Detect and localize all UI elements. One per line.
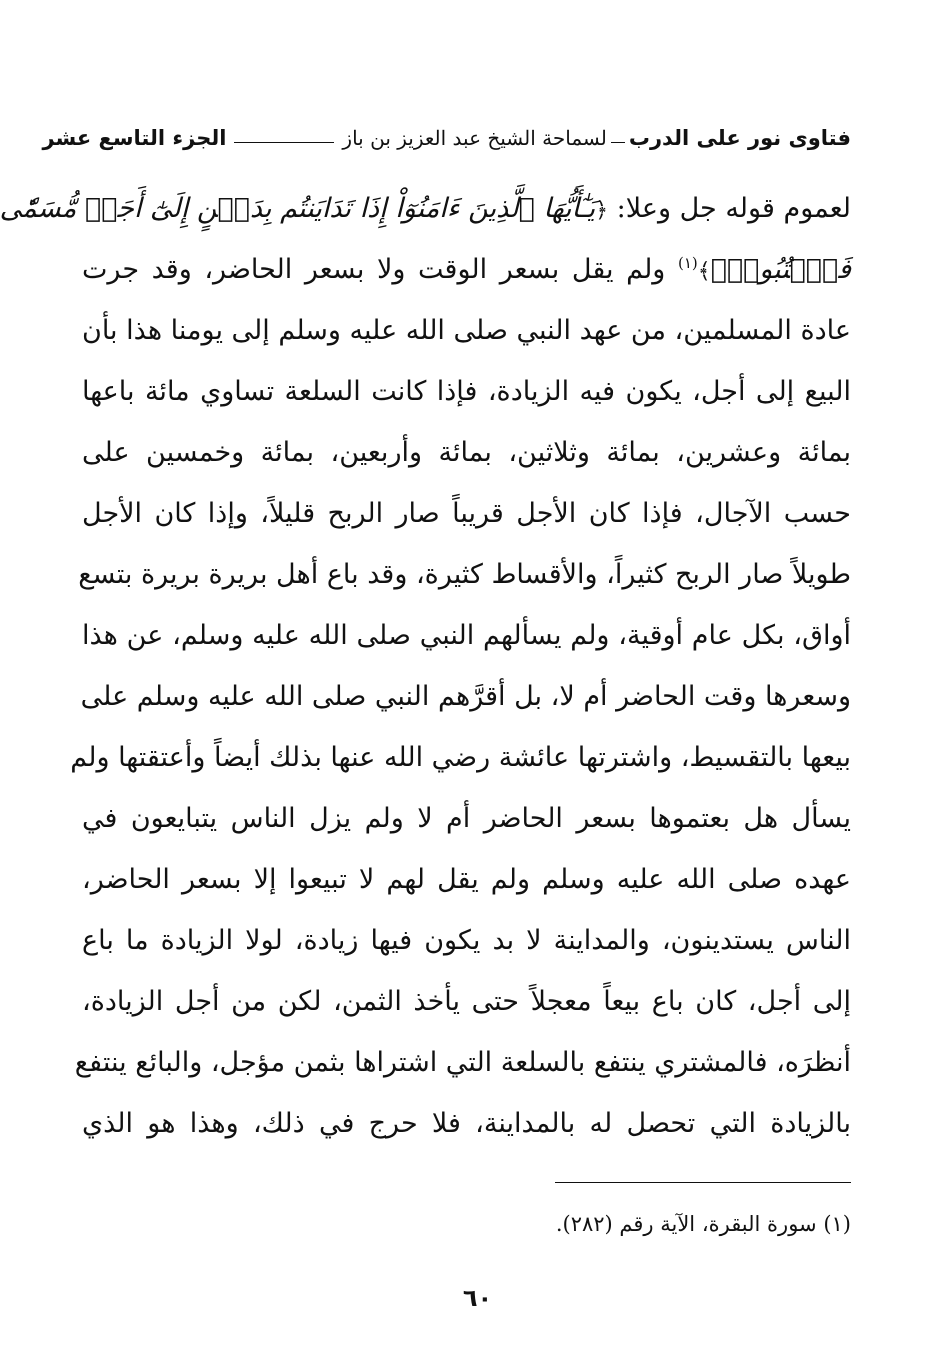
quran-bracket-close: ﴾ [697,259,711,284]
text-line: أنظرَه، فالمشتري ينتفع بالسلعة التي اشتراها بثمن مؤجل، والبائع ينتفع [74,1047,851,1078]
text-line: عهده صلى الله عليه وسلم ولم يقل لهم لا تبيعوا إلا بسعر الحاضر، [82,864,851,895]
text-line: بمائة وعشرين، بمائة وثلاثين، بمائة وأربعين، بمائة وخمسين على [82,437,851,468]
text-line: حسب الآجال، فإذا كان الأجل قريباً صار الربح قليلاً، وإذا كان الأجل [82,498,851,529]
text-line: بالزيادة التي تحصل له بالمداينة، فلا حرج في ذلك، وهذا هو الذي [82,1108,851,1139]
footnote-reference: (١) [677,254,698,272]
quran-bracket-open: ﴿ [595,198,609,223]
quran-verse: يَـٰٓأَيُّهَا ٱلَّذِينَ ءَامَنُوٓاْ إِذَا تَدَايَنتُم بِدَيۡنٍ إِلَىٰٓ أَجَلٖ مُّسَمّٗى [0,193,596,224]
text-line: عادة المسلمين، من عهد النبي صلى الله عليه وسلم إلى يومنا هذا بأن [82,315,851,346]
verse-intro: لعموم قوله جل وعلا: [616,193,851,224]
text-line: أواق، بكل عام أوقية، ولم يسألهم النبي صلى الله عليه وسلم، عن هذا [82,620,851,651]
text-line: البيع إلى أجل، يكون فيه الزيادة، فإذا كانت السلعة تساوي مائة باعها [82,376,851,407]
footnote-separator [555,1182,851,1183]
volume-label: الجزء التاسع عشر [42,126,227,150]
running-header [42,118,851,158]
text-line-content: ولم يقل بسعر الوقت ولا بسعر الحاضر، وقد جرت [82,254,666,285]
page-number: ٦٠ [462,1284,493,1312]
text-line: بيعها بالتقسيط، واشترتها عائشة رضي الله عنها بذلك أيضاً وأعتقتها ولم [70,742,851,773]
footnote: (١) سورة البقرة، الآية رقم (٢٨٢). [555,1212,851,1236]
text-line: طويلاً صار الربح كثيراً، والأقساط كثيرة، وقد باع أهل بريرة بريرة بتسع [78,559,851,590]
header-dash [611,142,625,143]
header-rule [234,142,334,143]
quran-verse-end: فَٱكۡتُبُوهُۚ [710,254,851,285]
text-line: وسعرها وقت الحاضر أم لا، بل أقرَّهم النبي صلى الله عليه وسلم على [80,681,851,712]
text-line: الناس يستدينون، والمداينة لا بد يكون فيها زيادة، لولا الزيادة ما باع [82,925,851,956]
text-line: يسأل هل بعتموها بسعر الحاضر أم لا ولم يزل الناس يتبايعون في [82,803,851,834]
author-name: لسماحة الشيخ عبد العزيز بن باز [342,126,607,150]
header-title-group [226,126,851,150]
text-line [0,178,851,239]
book-title: فتاوى نور على الدرب [628,126,851,150]
main-text [0,178,851,1154]
text-line: إلى أجل، كان باع بيعاً معجلاً حتى يأخذ الثمن، لكن من أجل الزيادة، [82,986,851,1017]
text-line [82,239,851,300]
